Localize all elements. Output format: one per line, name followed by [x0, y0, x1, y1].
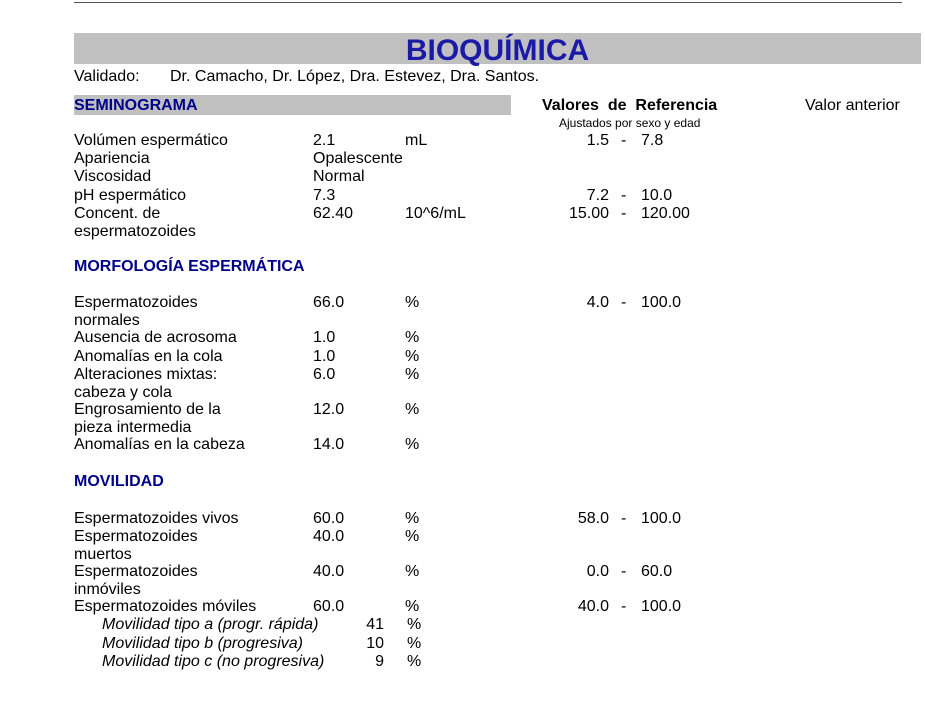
result-unit: %: [405, 436, 420, 453]
result-label: Concent. de: [74, 205, 161, 222]
result-value: 12.0: [313, 401, 345, 418]
result-unit: mL: [405, 132, 428, 149]
result-value: 10: [366, 635, 384, 652]
result-label: Alteraciones mixtas:: [74, 366, 218, 383]
reference-high: 10.0: [641, 187, 673, 204]
reference-low: 7.2: [586, 187, 609, 204]
reference-separator: -: [621, 510, 627, 527]
result-value: 40.0: [313, 528, 345, 545]
result-label: espermatozoides: [74, 222, 196, 240]
reference-separator: -: [621, 563, 627, 580]
reference-high: 7.8: [641, 132, 664, 149]
result-label: Espermatozoides móviles: [74, 598, 257, 615]
result-value: 41: [366, 616, 384, 633]
result-unit: %: [407, 635, 422, 652]
result-unit: %: [405, 329, 420, 346]
result-value: Normal: [313, 168, 365, 185]
reference-separator: -: [621, 132, 627, 149]
section-title: MOVILIDAD: [74, 473, 164, 490]
reference-low: 0.0: [586, 563, 609, 580]
result-label: Apariencia: [74, 150, 150, 167]
result-value: 40.0: [313, 563, 345, 580]
result-label: Espermatozoides: [74, 294, 198, 311]
result-unit: %: [405, 598, 420, 615]
result-value: 60.0: [313, 510, 345, 527]
reference-separator: -: [621, 187, 627, 204]
reference-separator: -: [621, 205, 627, 222]
result-label: normales: [74, 311, 140, 329]
reference-low: 58.0: [577, 510, 609, 527]
result-label: Espermatozoides: [74, 528, 198, 545]
result-unit: %: [405, 366, 420, 383]
result-value: 66.0: [313, 294, 345, 311]
reference-low: 1.5: [586, 132, 609, 149]
result-label: Espermatozoides: [74, 563, 198, 580]
result-label: Movilidad tipo c (no progresiva): [102, 653, 325, 670]
result-unit: %: [407, 653, 422, 670]
reference-high: 60.0: [641, 563, 673, 580]
reference-low: 4.0: [586, 294, 609, 311]
reference-note: Ajustados por sexo y edad: [559, 116, 701, 130]
validated-by: Dr. Camacho, Dr. López, Dra. Estevez, Dra. Santos.: [170, 68, 540, 85]
reference-high: 100.0: [641, 294, 682, 311]
reference-header: Valores de Referencia: [542, 97, 718, 114]
result-label: Anomalías en la cola: [74, 348, 223, 365]
result-label: Movilidad tipo a (progr. rápida): [102, 616, 319, 633]
reference-high: 120.00: [641, 205, 690, 222]
section-title: MORFOLOGÍA ESPERMÁTICA: [74, 258, 305, 275]
result-label: Anomalías en la cabeza: [74, 436, 245, 453]
result-value: 2.1: [313, 132, 336, 149]
reference-low: 15.00: [568, 205, 609, 222]
result-label: Movilidad tipo b (progresiva): [102, 635, 303, 652]
reference-high: 100.0: [641, 510, 682, 527]
reference-low: 40.0: [577, 598, 609, 615]
page-title: BIOQUÍMICA: [405, 34, 590, 67]
result-label: inmóviles: [74, 580, 141, 598]
result-value: 9: [375, 653, 384, 670]
title-bar: [74, 33, 921, 67]
result-label: cabeza y cola: [74, 383, 172, 401]
result-value: Opalescente: [313, 150, 403, 167]
result-unit: %: [405, 294, 420, 311]
result-label: Espermatozoides vivos: [74, 510, 239, 527]
result-unit: %: [405, 348, 420, 365]
result-label: Ausencia de acrosoma: [74, 329, 237, 346]
result-value: 62.40: [313, 205, 354, 222]
previous-value-header: Valor anterior: [805, 97, 900, 114]
result-label: pH espermático: [74, 187, 187, 204]
result-value: 6.0: [313, 366, 336, 383]
result-unit: %: [405, 510, 420, 527]
result-label: pieza intermedia: [74, 418, 192, 436]
result-value: 1.0: [313, 348, 336, 365]
result-unit: %: [407, 616, 422, 633]
reference-separator: -: [621, 294, 627, 311]
result-label: Viscosidad: [74, 168, 152, 185]
validated-label: Validado:: [74, 68, 140, 85]
section-title-seminograma: SEMINOGRAMA: [74, 97, 198, 114]
result-unit: 10^6/mL: [405, 205, 466, 222]
result-label: Volúmen espermático: [74, 132, 228, 149]
result-value: 1.0: [313, 329, 336, 346]
result-value: 7.3: [313, 187, 336, 204]
top-rule: [74, 2, 902, 3]
result-value: 14.0: [313, 436, 345, 453]
reference-separator: -: [621, 598, 627, 615]
result-unit: %: [405, 528, 420, 545]
result-label: Engrosamiento de la: [74, 401, 221, 418]
result-value: 60.0: [313, 598, 345, 615]
reference-high: 100.0: [641, 598, 682, 615]
result-unit: %: [405, 563, 420, 580]
result-label: muertos: [74, 545, 132, 563]
result-unit: %: [405, 401, 420, 418]
